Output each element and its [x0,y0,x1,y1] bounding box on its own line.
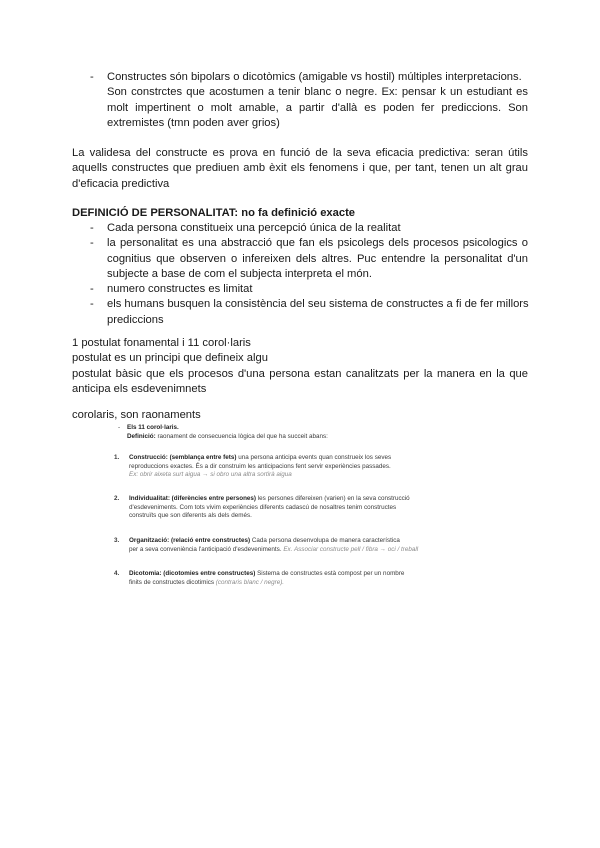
bipolar-constructs-bullet-list [72,70,528,131]
bullet-line: - els humans busquen la consistència del seu sistema de constructes a fi de fer millors [107,298,529,311]
item-term: Construcció: (semblança entre fets) [129,454,237,461]
item-term: Dicotomia: (dicotomies entre constructes) [129,570,256,577]
item-line: una persona anticipa events quan construeix los seves [238,454,392,461]
postulat-paragraph [72,336,528,397]
paragraph-line: 1 postulat fonamental i 11 corol·laris [72,337,251,349]
paragraph-line: anticipa els esdevenimnets [72,382,207,395]
validesa-paragraph [72,146,528,192]
bullet-line: molt impertinent o molt amable, a partir d'allà es poden fer prediccions. Son [107,101,528,114]
item-line: les persones difereixen (varien) en la seva construcció [257,495,410,502]
item-line: finits de constructes dicotimics [129,578,215,586]
paragraph-line: postulat bàsic que els procesos d'una persona estan canalitzats per la manera en la que [72,367,528,380]
bullet-item [72,221,528,236]
item-number: 2. [114,495,120,502]
corolaris-intro: corolaris, son raonaments [72,409,201,421]
bullet-line: extremistes (tmn poden aver grios) [107,116,280,129]
paragraph-line: La validesa del constructe es prova en funció de la seva eficacia predictiva: seran útils [72,147,528,159]
definition-label: Definició: [127,433,156,440]
bullet-line: - Constructes són bipolars o dicotòmics (amigable vs hostil) múltiples interpretacions. [107,71,522,83]
item-term: Individualitat: (diferències entre persones) [129,495,257,502]
item-number: 1. [114,454,120,461]
item-number: 3. [114,537,120,544]
bullet-item [72,282,528,297]
bullet-line: - numero constructes es limitat [107,283,253,296]
bullet-line: cognitius que observen o infereixen dels altres. Puc entendre la personalitat d'un [107,252,528,265]
item-line: Cada persona desenvolupa de manera característica [251,537,400,544]
bullet-line: - la personalitat es una abstracció que fan els psicolegs dels procesos psicologics o [107,237,528,250]
bullet-line: - Cada persona constitueix una percepció única de la realitat [107,222,401,234]
definition-text: raonament de consecuencia lògica del que ha succeit abans: [157,433,328,440]
header-dash: - [118,424,121,431]
bullet-line: prediccions [107,313,164,326]
item-line: construïts que son diferents als dels demés. [129,512,252,520]
definicio-bullet-list [72,221,528,328]
bullet-line: subjecte a base de com el subjecta interpreta el món. [107,267,372,280]
embedded-title: Els 11 corol·laris. [127,424,179,431]
item-number: 4. [114,570,120,577]
embedded-corolaris-image [108,422,419,598]
item-line: Sistema de constructes està compost per un nombre [257,570,405,577]
bullet-item [72,297,528,328]
paragraph-line: d'eficacia predictiva [72,177,170,190]
item-term: Organització: (relació entre constructes) [129,537,251,544]
definicio-heading: DEFINICIÓ DE PERSONALITAT: no fa definició exacte [72,207,356,219]
paragraph-line: postulat es un principi que defineix algu [72,352,268,365]
item-example: (contraris blanc / negre). [215,578,285,586]
bullet-item [72,70,528,131]
item-example: Ex: obrir aixeta surt aigua → si obro una altra sortirà aigua [129,471,292,479]
item-line: per a seva conveniència l'anticipació d'esdeveniments. [129,545,282,553]
item-line: d'esdeveniments. Com tots vivim experiències diferents cadascú de nosaltres tenim constructes [129,503,397,511]
item-example: Ex. Associar constructe pell / fibra → oci / treball [283,545,419,553]
bullet-line: Son constrctes que acostumen a tenir blanc o negre. Ex: pensar k un estudiant es [107,86,528,99]
paragraph-line: aquells constructes que prediuen amb èxit els fenomens i que, per tant, tenen un alt grau [72,162,528,175]
bullet-item [72,236,528,282]
item-line: reproduccions exactes. És a dir construim les anticipacions fent servir experiències passades. [129,462,391,470]
